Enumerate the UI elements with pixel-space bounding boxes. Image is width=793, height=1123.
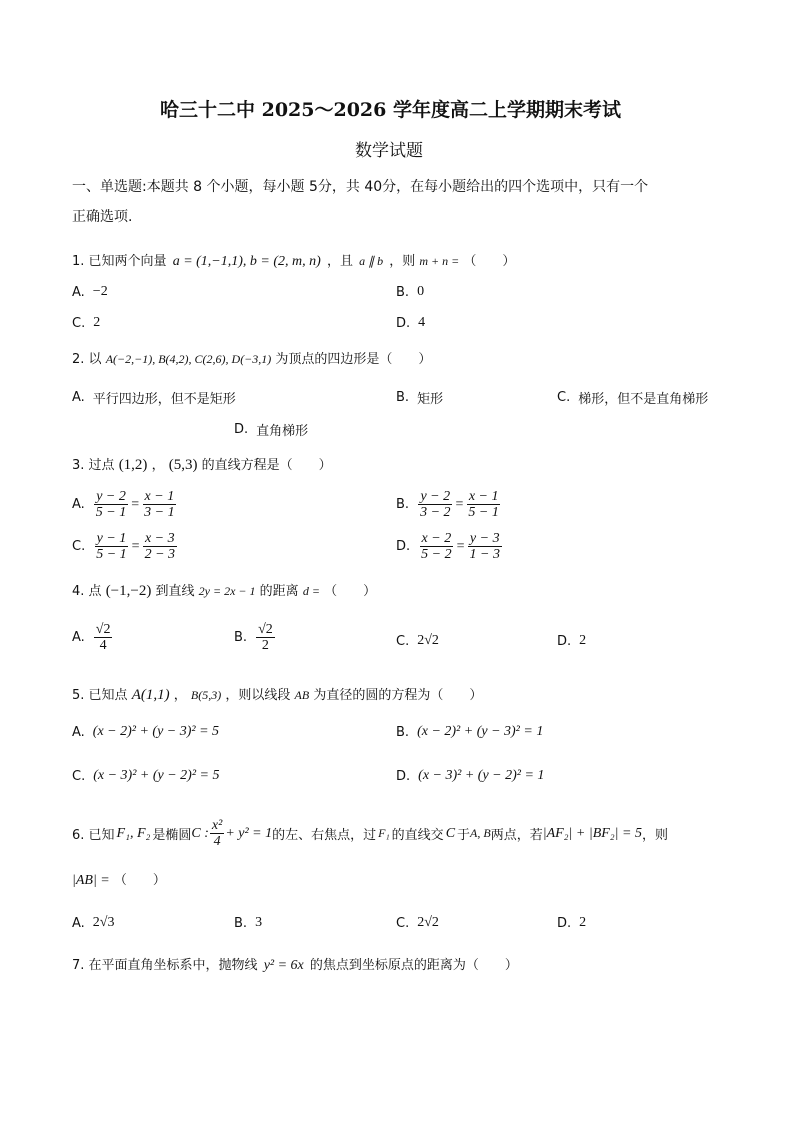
q6-mid4: 两点，若	[490, 828, 543, 843]
option-label: C.	[72, 768, 86, 784]
q2-option-c[interactable]	[557, 388, 708, 407]
numerator: x²	[211, 818, 223, 833]
option-value: (x − 2)² + (y − 3)² = 1	[417, 724, 544, 739]
section-instructions-line2: 正确选项.	[72, 209, 133, 225]
option-value: 梯形，但不是直角梯形	[578, 392, 709, 407]
option-label: D.	[396, 315, 411, 331]
q3-point-1: (1,2)	[118, 457, 148, 473]
option-value: 2	[579, 633, 587, 648]
option-label: B.	[396, 724, 410, 740]
option-value: 平行四边形，但不是矩形	[92, 392, 236, 407]
option-label: C.	[396, 633, 410, 649]
numerator: y − 1	[96, 531, 127, 546]
q6-c2: C	[445, 825, 456, 841]
fraction	[210, 818, 224, 849]
question-3	[72, 455, 332, 476]
option-label: C.	[557, 390, 571, 405]
numerator: y − 3	[469, 531, 500, 546]
q6-ab: A, B	[470, 826, 491, 840]
option-label: C.	[396, 915, 410, 931]
option-label: B.	[234, 915, 248, 931]
q5-option-d[interactable]	[396, 768, 544, 784]
q5-point-a: A(1,1)	[131, 687, 170, 703]
q1-prefix: 1. 已知两个向量	[72, 254, 167, 269]
q6-option-a[interactable]	[72, 915, 114, 931]
q1-vectors: a = (1,−1,1), b = (2, m, n)	[172, 254, 321, 269]
q6-ellipse-rest: + y² = 1	[225, 825, 273, 841]
option-label: A.	[72, 497, 85, 512]
fraction	[468, 531, 502, 562]
option-value: 2√2	[417, 633, 439, 648]
denominator: 4	[99, 638, 107, 653]
option-value: −2	[92, 284, 108, 299]
q5-point-b: B(5,3)	[190, 688, 222, 702]
q2-suffix: 为顶点的四边形是（ ）	[275, 352, 432, 367]
denominator: 5 − 1	[468, 505, 499, 520]
q3-option-a[interactable]	[72, 489, 178, 520]
q5-middle: ，则以线段	[225, 688, 291, 703]
option-label: A.	[72, 390, 85, 405]
option-value: (x − 2)² + (y − 3)² = 5	[92, 724, 220, 739]
q4-option-b[interactable]	[234, 622, 276, 653]
q6-f1: F₁	[378, 826, 390, 840]
numerator: y − 2	[420, 489, 451, 504]
q5-prefix: 5. 已知点	[72, 688, 128, 703]
denominator: 2 − 3	[144, 547, 176, 562]
q3-sep: ，	[151, 458, 165, 473]
equals-sign: =	[131, 496, 140, 512]
denominator: 3 − 2	[420, 505, 451, 520]
q4-d: d =	[302, 584, 320, 598]
q1-expr: m + n =	[419, 254, 460, 268]
q2-prefix: 2. 以	[72, 352, 102, 367]
q6-ab-length: |AB| =	[72, 873, 110, 888]
option-label: A.	[72, 630, 85, 645]
q5-suffix: 为直径的圆的方程为（ ）	[313, 688, 483, 703]
q4-line-eq: 2y = 2x − 1	[198, 584, 256, 598]
fraction	[418, 489, 452, 520]
q2-points: A(−2,−1), B(4,2), C(2,6), D(−3,1)	[105, 352, 272, 366]
option-value: 0	[417, 284, 425, 299]
q3-option-c[interactable]	[72, 531, 178, 562]
q4-middle: 到直线	[155, 584, 195, 599]
denominator: 5 − 2	[421, 547, 452, 562]
q1-option-c[interactable]	[72, 315, 100, 331]
exam-subtitle: 数学试题	[355, 141, 423, 161]
equals-sign: =	[131, 538, 140, 554]
q1-option-d[interactable]	[396, 315, 425, 331]
fraction	[419, 531, 453, 562]
option-label: D.	[557, 915, 572, 931]
equals-sign: =	[455, 496, 464, 512]
option-label: B.	[396, 390, 410, 405]
denominator: 3 − 1	[144, 505, 175, 520]
q1-option-b[interactable]	[396, 284, 424, 300]
q6-is: 是椭圆	[152, 828, 192, 843]
denominator: 2	[261, 638, 269, 653]
q1-middle: ，且	[326, 254, 353, 269]
fraction	[143, 531, 177, 562]
fraction	[94, 622, 113, 653]
question-2	[72, 349, 431, 370]
option-label: A.	[72, 915, 85, 931]
q2-option-a[interactable]	[72, 388, 236, 407]
numerator: x − 2	[421, 531, 452, 546]
numerator: x − 3	[144, 531, 175, 546]
option-value: 2√2	[417, 915, 439, 930]
denominator: 4	[213, 834, 221, 849]
denominator: 5 − 1	[95, 505, 127, 520]
fraction	[94, 489, 128, 520]
q6-option-c[interactable]	[396, 915, 439, 931]
q7-suffix: 的焦点到坐标原点的距离为（ ）	[309, 958, 518, 973]
numerator: √2	[258, 622, 273, 637]
option-value: 3	[255, 915, 263, 930]
denominator: 5 − 1	[96, 547, 127, 562]
equals-sign: =	[456, 538, 465, 554]
numerator: x − 1	[144, 489, 175, 504]
option-value: 矩形	[417, 392, 444, 407]
option-label: A.	[72, 724, 85, 740]
option-label: C.	[72, 315, 86, 331]
option-label: C.	[72, 539, 86, 554]
q5-sep: ，	[173, 688, 187, 703]
q6-mid3: 于	[457, 828, 471, 843]
question-1	[72, 251, 515, 272]
q4-option-a[interactable]	[72, 622, 113, 653]
q7-prefix: 7. 在平面直角坐标系中，抛物线	[72, 958, 258, 973]
q4-blank: （ ）	[324, 584, 377, 599]
q1-option-a[interactable]	[72, 284, 108, 300]
q5-ab: AB	[294, 688, 310, 702]
question-5	[72, 685, 482, 706]
question-7	[72, 956, 518, 976]
option-value: 2	[579, 915, 587, 930]
denominator: 1 − 3	[469, 547, 500, 562]
question-6	[72, 818, 668, 849]
numerator: x − 1	[468, 489, 499, 504]
option-value: 直角梯形	[256, 424, 309, 439]
q4-point: (−1,−2)	[105, 583, 152, 599]
q3-option-d[interactable]	[396, 531, 503, 562]
q6-prefix: 6. 已知	[72, 828, 115, 843]
q3-suffix: 的直线方程是（ ）	[201, 458, 332, 473]
fraction	[256, 622, 275, 653]
q5-option-b[interactable]	[396, 724, 543, 740]
numerator: y − 2	[96, 489, 126, 504]
option-value: (x − 3)² + (y − 2)² = 5	[93, 768, 220, 783]
fraction	[466, 489, 500, 520]
option-label: A.	[72, 284, 85, 300]
option-label: D.	[396, 768, 411, 784]
q5-option-c[interactable]	[72, 768, 219, 784]
q6-mid2: 的直线交	[391, 828, 444, 843]
option-value: 2	[93, 315, 101, 330]
section-instructions-line1: 一、单选题:本题共 8 个小题，每小题 5分，共 40分，在每小题给出的四个选项中，只有一个	[72, 179, 649, 195]
q3-option-b[interactable]	[396, 489, 502, 520]
q3-point-2: (5,3)	[168, 457, 198, 473]
option-label: B.	[396, 284, 410, 300]
q7-equation: y² = 6x	[263, 958, 304, 973]
q4-option-d[interactable]	[557, 633, 586, 649]
q6-then: ，则	[641, 828, 668, 843]
option-label: D.	[557, 633, 572, 649]
q2-option-d[interactable]	[234, 420, 308, 439]
option-value: 4	[418, 315, 426, 330]
q6-option-d[interactable]	[557, 915, 586, 931]
q4-suffix: 的距离	[259, 584, 299, 599]
q3-prefix: 3. 过点	[72, 458, 115, 473]
q2-option-b[interactable]	[396, 388, 443, 407]
q4-option-c[interactable]	[396, 633, 439, 649]
q6-blank: （ ）	[113, 873, 166, 888]
option-value: 2√3	[92, 915, 115, 930]
question-4	[72, 581, 376, 602]
q6-mid1: 的左、右焦点，过	[272, 828, 377, 843]
q6-option-b[interactable]	[234, 915, 262, 931]
q6-c: C :	[191, 825, 209, 841]
fraction	[94, 531, 128, 562]
q1-parallel: a ∥ b	[359, 254, 384, 268]
q6-foci: F₁, F₂	[116, 825, 151, 841]
q1-blank: （ ）	[463, 254, 516, 269]
option-label: B.	[396, 497, 410, 512]
option-label: D.	[234, 422, 249, 437]
option-value: (x − 3)² + (y − 2)² = 1	[418, 768, 545, 783]
exam-title: 哈三十二中 2025～2026 学年度高二上学期期末考试	[160, 99, 621, 121]
numerator: √2	[95, 622, 111, 637]
fraction	[142, 489, 176, 520]
option-label: D.	[396, 539, 411, 554]
q4-prefix: 4. 点	[72, 584, 102, 599]
q5-option-a[interactable]	[72, 724, 219, 740]
question-6-line2	[72, 871, 166, 891]
q1-then: ，则	[389, 254, 416, 269]
q6-condition: |AF₂| + |BF₂| = 5	[542, 825, 642, 841]
option-label: B.	[234, 630, 248, 645]
